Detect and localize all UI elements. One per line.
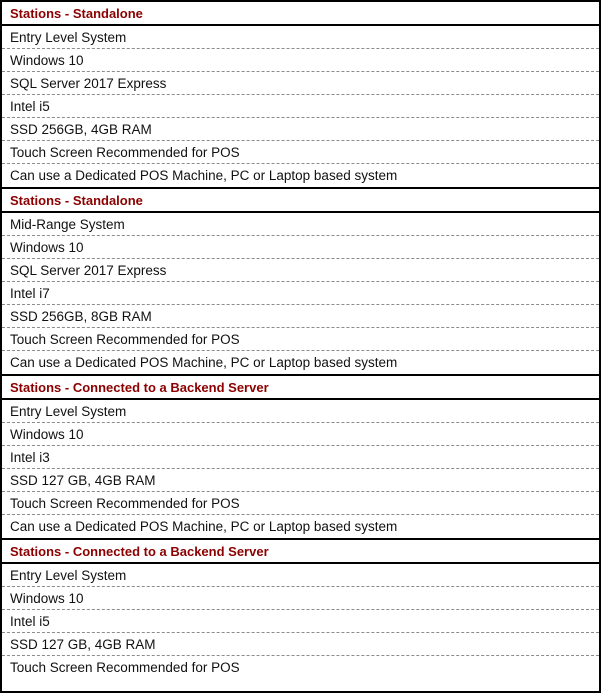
section-title: Stations - Connected to a Backend Server (2, 374, 599, 400)
table-row: SSD 127 GB, 4GB RAM (2, 633, 599, 656)
section-standalone-midrange (2, 187, 599, 374)
table-row: Can use a Dedicated POS Machine, PC or Laptop based system (10, 519, 398, 534)
table-row: Windows 10 (2, 236, 599, 259)
table-row: Entry Level System (2, 26, 599, 49)
table-row: Windows 10 (2, 587, 599, 610)
section-standalone-entry (2, 2, 599, 187)
table-row: Intel i7 (2, 282, 599, 305)
section-title: Stations - Standalone (2, 2, 599, 26)
section-backend-entry-i5 (2, 538, 599, 679)
table-row: Windows 10 (2, 423, 599, 446)
section-title: Stations - Standalone (2, 187, 599, 213)
table-row: SQL Server 2017 Express (2, 72, 599, 95)
table-row: SSD 127 GB, 4GB RAM (2, 469, 599, 492)
table-row: SSD 256GB, 4GB RAM (2, 118, 599, 141)
section-backend-entry-i3 (2, 374, 599, 538)
table-row: Can use a Dedicated POS Machine, PC or Laptop based system (10, 355, 398, 370)
table-row: Can use a Dedicated POS Machine, PC or Laptop based system (10, 168, 398, 183)
table-row: Touch Screen Recommended for POS (2, 492, 599, 515)
table-row: Touch Screen Recommended for POS (10, 660, 240, 675)
table-row: Touch Screen Recommended for POS (2, 141, 599, 164)
table-row: Touch Screen Recommended for POS (2, 328, 599, 351)
table-row: Windows 10 (2, 49, 599, 72)
table-row: Intel i5 (2, 95, 599, 118)
table-row: Mid-Range System (2, 213, 599, 236)
table-row: SSD 256GB, 8GB RAM (2, 305, 599, 328)
table-row: Entry Level System (2, 400, 599, 423)
table-row: Entry Level System (2, 564, 599, 587)
section-title: Stations - Connected to a Backend Server (2, 538, 599, 564)
table-row: Intel i5 (2, 610, 599, 633)
table-row: Intel i3 (2, 446, 599, 469)
table-row: SQL Server 2017 Express (2, 259, 599, 282)
